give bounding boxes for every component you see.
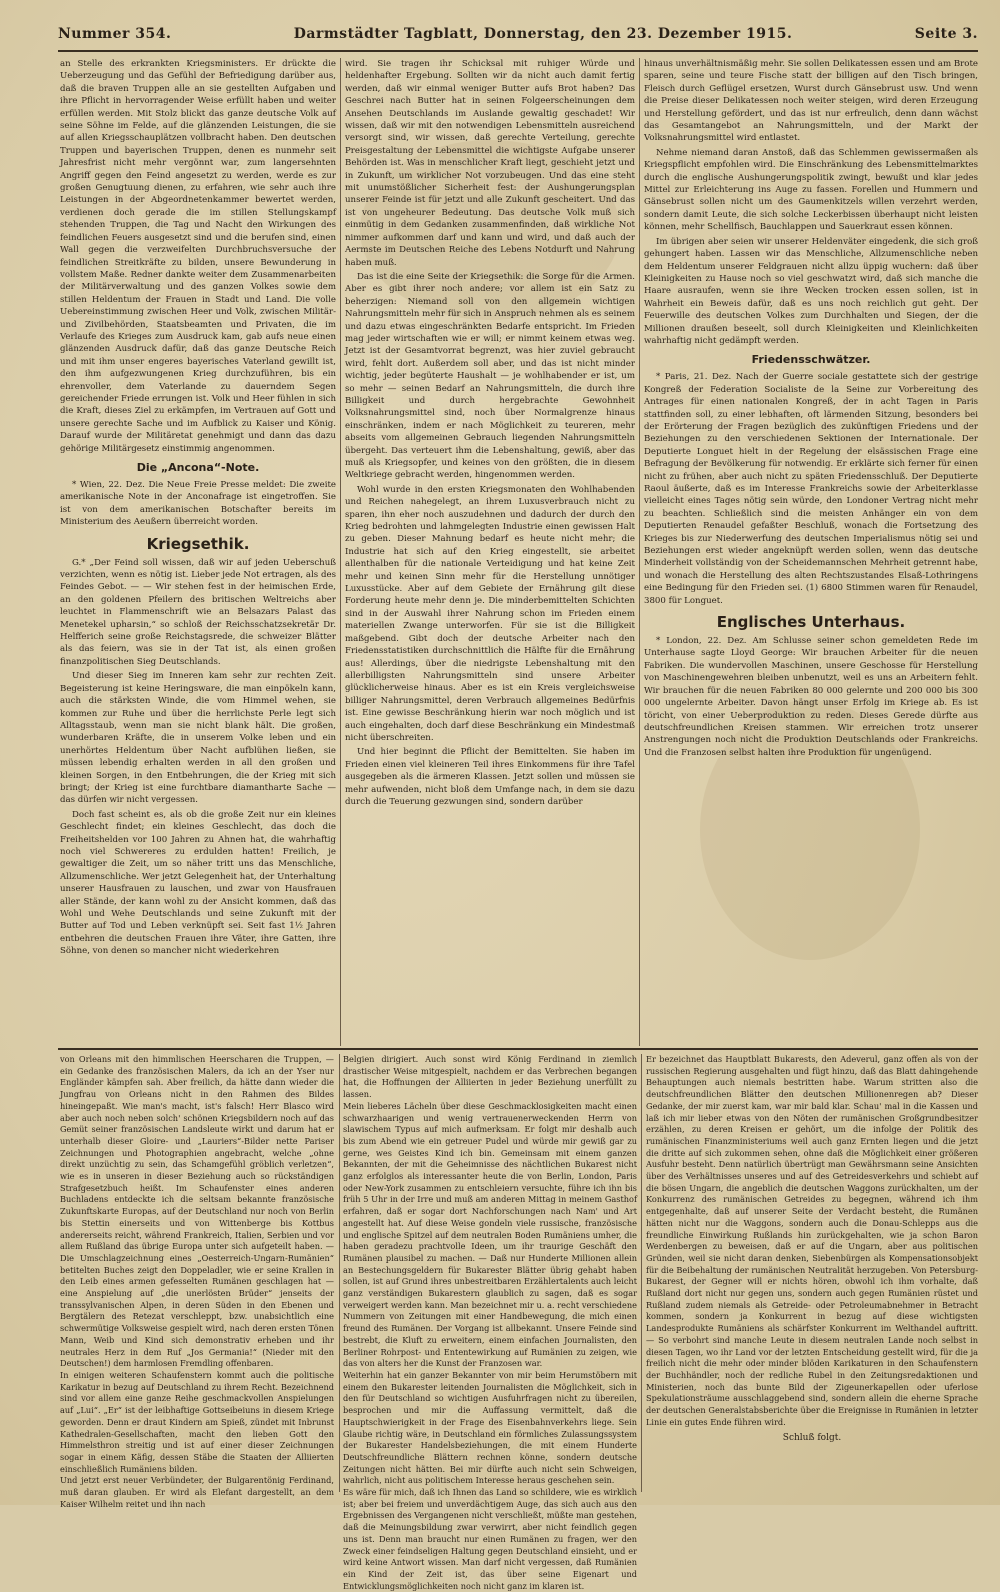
article-text: Wohl wurde in den ersten Kriegsmonaten den Wohlhabenden und Reichen nahegelegt, an ihrem Luxusverbrauch nicht zu sparen, ihn eher noch auszudehnen und dadurch der durch den Krieg bedrohten und lahmgelegten Industrie einen gewissen Halt zu geben. Dieser Mahnung bedarf es heute nicht mehr; die Industrie hat sich auf den Krieg eingestellt, sie arbeitet allenthalben für die nationale Verteidigung und hat keine Zeit mehr und keinen Sinn mehr für die Herstellung unnötiger Luxusstücke. Aber auf dem Gebiete der Ernährung gilt diese Forderung heute mehr denn je. Die minderbemittelten Schichten sind in der Auswahl ihrer Nahrung schon im Frieden einem materiellen Zwange unterworfen. Für sie ist die Billigkeit maßgebend. Gibt doch der deutsche Arbeiter nach den Friedensstatistiken durchschnittlich die Hälfte für die Ernährung aus! Allerdings, über die niedrigste Lebenshaltung mit den allerbilligsten Nahrungsmitteln sind unsere Arbeiter glücklicherweise hinaus. Aber es ist ein Kreis vergleichsweise billiger Nahrungsmittel, deren Verbrauch allgemeines Bedürfnis ist. Eine gewisse Beschränkung hierin war noch möglich und ist auch eingehalten, doch darf diese Beschränkung ein Mindestmaß nicht überschreiten. <box>345 484 635 743</box>
article-text: an Stelle des erkrankten Kriegsministers. Er drückte die Ueberzeugung und das Gefühl der Befriedigung darüber aus, daß die braven Truppen alle an sie gestellten Aufgaben und ihre Pflicht in hervorragender Weise erfüllt haben und weiter erfüllen werden. Mit Stolz blickt das ganze deutsche Volk auf seine Söhne im Felde, auf die glänzenden Leistungen, die sie auf allen Kriegsschauplätzen vollbracht haben. Den deutschen Truppen und bayerischen Truppen, denen es nunmehr seit Jahresfrist nicht mehr vergönnt war, zum langersehnten Angriff gegen den Feind angesetzt zu werden, werde es zur großen Genugtuung dienen, zu erfahren, wie sehr auch ihre Leistungen in der Abgeordnetenkammer bewertet werden, verdienen doch gerade die im stillen Stellungskampf stehenden Truppen, die Tag und Nacht den Wirkungen des feindlichen Feuers ausgesetzt sind und die berufen sind, einen Wall gegen die verzweifelten Durchbruchsversuche der feindlichen Streitkräfte zu bilden, unsere Bewunderung in vollstem Maße. Redner dankte weiter dem Zusammenarbeiten der Militärverwaltung und des ganzen Volkes sowie dem stillen Heldentum der Frauen in Stadt und Land. Die volle Uebereinstimmung zwischen Heer und Volk, zwischen Militär- und Zivilbehörden, Staatsbeamten und Privaten, die im Verlaufe des Krieges zum Ausdruck kam, gab aufs neue einen glänzenden Ausdruck dafür, daß das ganze Deutsche Reich und mit ihm unser engeres bayerisches Vaterland gewillt ist, den ihm aufgezwungenen Krieg durchzuführen, bis ein ehrenvoller, dem Vaterlande zu dauerndem Segen gereichender Friede errungen ist. Volk und Heer fühlen in sich die Kraft, dieses Ziel zu erkämpfen, im Vertrauen auf Gott und unsere gerechte Sache und im Aufblick zu Kaiser und König. Darauf wurde der Militäretat genehmigt und dann das dazu gehörige Militärgesetz einstimmig angenommen. <box>60 59 336 454</box>
feuilleton-text: Er bezeichnet das Hauptblatt Bukarests, den Adeverul, ganz offen als von der russischen Regierung ausgehalten und fügt hinzu, daß das Blatt dahingehende Behauptungen auch niemals bestritten habe. Warum stritten also die deutschfreundlichen Blätter den deutschen Millionenregen ab? Dieser Gedanke, der mir zuerst kam, war mir bald klar. Schau' mal in die Kassen und laß ich mir lieber etwas von den Nöten der rumänischen Großgrundbesitzer erzählen, zu deren Kreisen er gehört, um die infolge der Politik des rumänischen Finanzministeriums weil auch ganz Ernten liegen und die jetzt die dritte auf sich zukommen sehen, ohne daß die Möglichkeit einer größeren Ausfuhr besteht. Denn natürlich übertrügt man Gewährsmann seine Ansichten über des Verhältnisses unseres und auf des Getreidesverkehrs und schiebt auf die bösen Ungarn, die angeblich die deutschen Waggons zurückhalten, um der Konkurrenz des rumänischen Getreides zu begegnen, während ich ihm entgegenhalte, daß auf unserer Seite der Verdacht besteht, die Rumänen hätten nicht nur die Waggons, sondern auch die Donau-Schlepps aus die freundliche Einwirkung Rußlands hin zurückgehalten, wie ja schon Baron Werdenbergen zu beweisen, daß er auf die Ungarn, aber aus politischen Gründen, weil sie nicht daran denken, Siebenbürgen als Kompensationsobjekt für die Beibehaltung der rumänischen Neutralität herzugeben. Von Petersburg-Bukarest, der Gegner will er nichts hören, obwohl ich ihm vorhalte, daß Rußland dort nicht nur gegen uns, sondern auch gegen Rumänien rüstet und Rußland zudem niemals als Getreide- oder Petroleumabnehmer in Betracht kommen, sondern ja Konkurrent in bezug auf diese wichtigsten Landesprodukte Rumäniens als schärfster Konkurrent im Welthandel auftritt. — So verbohrt sind manche Leute in diesem neutralen Lande noch selbst in diesen Tagen, wo ihr Land vor der letzten Entscheidung gestellt wird, für die ja freilich nicht die mehr oder minder blöden Karikaturen in den Schaufenstern der Buchhändler, noch der redliche Rubel in den Zeitungsredaktionen und Ministerien, noch das bunte Bild der Zigeunerkapellen oder uferlose Spekulationsträume ausschlaggebend sind, sondern allein die eherne Sprache der deutschen Generalstabsberichte über die Ereignisse in Rumänien in letzter Linie ein gutes Ende führen wird. <box>646 1054 978 1427</box>
headline-friedensschwaetzer: Friedensschwätzer. <box>751 353 871 367</box>
column-rule <box>340 58 341 1046</box>
article-text: Und dieser Sieg im Inneren kam sehr zur rechten Zeit. Begeisterung ist keine Heringsware, die man einpökeln kann, auch die stärksten Winde, die vom Himmel wehen, sie kommen zur Ruhe und über die herrlichste Perle legt sich Alltagsstaub, wenn man sie nicht blank hält. Die großen, wunderbaren Kräfte, die in unserem Volke leben und ein unerhörtes Heldentum über Nacht aufblühen ließen, sie müssen lebendig erhalten werden in all den großen und kleinen Sorgen, in den Entbehrungen, die der Krieg mit sich bringt; der Krieg ist eine furchtbare diamantharte Sache — das dürfen wir nicht vergessen. <box>60 671 336 806</box>
article-text: * London, 22. Dez. Am Schlusse seiner schon gemeldeten Rede im Unterhause sagte Lloyd George: Wir brauchen Arbeiter für die neuen Fabriken. Die wundervollen Maschinen, unsere Geschosse für Herstellung von Maschinengewehren bleiben unbenutzt, weil es uns an Arbeitern fehlt. Wir brauchen für die neuen Fabriken 80 000 gelernte und 200 000 bis 300 000 ungelernte Arbeiter. Davon hängt unser Erfolg im Kriege ab. Es ist töricht, von einer Ueberproduktion zu reden. Dieses Gerede dürfte aus deutschfreundlichen Kreisen stammen. Wir erreichen trotz unserer Anstrengungen noch nicht die Produktion Deutschlands oder Frankreichs. Und die Franzosen selbst halten ihre Produktion für ungenügend. <box>644 636 978 758</box>
feuilleton-rule <box>58 1048 978 1050</box>
column-1 <box>60 58 336 1048</box>
feuilleton-column-1 <box>60 1054 334 1509</box>
page-number: Seite 3. <box>914 26 978 42</box>
article-text: Nehme niemand daran Anstoß, daß das Schlemmen gewissermaßen als Kriegspflicht empfohlen wird. Die Einschränkung des Lebensmittelmarktes durch die englische Aushungerungspolitik zwingt, bewußt und klar jedes Mittel zur Erleichterung ins Auge zu fassen. Forellen und Hummern und Gänsebrust sollen nicht um des Gaumenkitzels willen verzehrt werden, sondern damit Leute, die sich solche Leckerbissen überhaupt nicht leisten können, mehr Schellfisch, Bauchlappen und Sauerkraut essen können. <box>644 147 978 233</box>
article-text: * Paris, 21. Dez. Nach der Guerre sociale gestattete sich der gestrige Kongreß der Federation Socialiste de la Seine zur Vorbereitung des Antrages für einen nationalen Kongreß, der in acht Tagen in Paris stattfinden soll, zu einer lebhaften, oft lärmenden Sitzung, besonders bei der Erörterung der Fragen bezüglich des zukünftigen Friedens und der Beziehungen zu den verschiedenen Sektionen der Internationale. Der Deputierte Longuet hielt in der Regelung der elsässischen Frage eine Befragung der Bevölkerung für notwendig. Er erklärte sich ferner für einen nicht zu frühen, aber auch nicht zu späten Friedensschluß. Der Deputierte Raoul äußerte, daß es im Interesse Frankreichs sowie der Arbeiterklasse vielleicht eines Tages nötig sein würde, den Londoner Vertrag nicht mehr zu beachten. Schließlich sind die meisten Anhänger ein von dem Deputierten Renaudel gefaßter Beschluß, wonach die Fortsetzung des Krieges bis zur Niederwerfung des deutschen Imperialismus nötig sei und Beziehungen erst wieder angeknüpft werden sollen, wenn das deutsche Minderheit vollständig von der Scheidemannschen Mehrheit getrennt habe, und wonach die Herstellung des alten Rechtszustandes Elsaß-Lothringens eine Bedingung für den Frieden sei. (1) 6800 Stimmen waren für Renaudel, 3800 für Longuet. <box>644 372 978 606</box>
article-text: wird. Sie tragen ihr Schicksal mit ruhiger Würde und heldenhafter Ergebung. Sollten wir da nicht auch damit fertig werden, daß wir einmal weniger Butter aufs Brot haben? Das Geschrei nach Butter hat in seinen Folgeerscheinungen dem Ansehen Deutschlands im Auslande gewaltig geschadet! Wir wissen, daß wir mit den notwendigen Lebensmitteln ausreichend versorgt sind, wir wissen, daß gerechte Verteilung, gerechte Preisgestaltung der Lebensmittel die wichtigste Aufgabe unserer Behörden ist. Was in menschlicher Kraft liegt, geschieht jetzt und in Zukunft, um wirklicher Not vorzubeugen. Und das eine steht mit unumstößlicher Sicherheit fest: der Aushungerungsplan unserer Feinde ist für jetzt und alle Zukunft gescheitert. Und das ist von ungeheurer Bedeutung. Das deutsche Volk muß sich einmütig in dem Gedanken zusammenfinden, daß wirkliche Not nimmer aufkommen darf und kann und wird, und daß auch der Aermste im Deutschen Reiche des Lebens Notdurft und Nahrung haben muß. <box>345 59 635 268</box>
headline-unterhaus: Englisches Unterhaus. <box>716 613 906 632</box>
feuilleton-text: Belgien dirigiert. Auch sonst wird König Ferdinand in ziemlich drastischer Weise mitgespielt, nachdem er das Verbrechen begangen hat, die Hoffnungen der Alliierten in jeder Beziehung unerfüllt zu lassen. Mein lieberes Lächeln über diese Geschmacklosigkeiten macht einen schwarzhaarigen und wenig vertrauenerweckenden Herrn von slawischem Typus auf mich aufmerksam. Er folgt mir deshalb auch bis zum Abend wie ein getreuer Pudel und würde mir gewiß gar zu gerne, wes Geistes Kind ich bin. Gemeinsam mit einem ganzen Bekannten, der mit die Geheimnisse des nächtlichen Bukarest nicht ganz erfolglos als interessanter heute die von Berlin, London, Paris oder New-York zusammen zu entschleiern versuchte, führe ich ihn bis früh 5 Uhr in der Irre und muß am anderen Mittag in meinem Gasthof erfahren, daß er sogar dort Nachforschungen nach Nam' und Art angestellt hat. Auf diese Weise gondeln viele russische, französische und englische Spitzel auf dem neutralen Boden Rumäniens umher, die haben geradezu prachtvolle Ideen, um ihr traurige Geschäft den Rumänen plausibel zu machen. — Daß nur Hunderte Millionen allein an Bestechungsgeldern für Bukarester Blätter übrig gehabt haben sollen, ist auf Grund ihres unbestreitbaren Erzählertalents auch leicht ganz verständigen Bukarestern glaublich zu sagen, daß es sogar verweigert werden kann. Man bezeichnet mir u. a. recht verschiedene Nummern von Zeitungen mit einer Handbewegung, die mich einen freund des Rumänen. Der Vorgang ist allbekannt. Unsere Feinde sind bestrebt, die Kluft zu erweitern, einem einfachen Journalisten, den Berliner Rohrpost- und Ententewirkung auf Rumänien zu zeigen, wie das von alters her die Kunst der Franzosen war. Weiterhin hat ein ganzer Bekannter von mir beim Herumstöbern mit einem den Bukarester leitenden Journalisten die Möglichkeit, sich in den für Deutschland so wichtigen Ausfuhrfragen nicht zu übereilen, besprochen und mir die Auffassung vermittelt, daß die Hauptschwierigkeit in der Frage des Eisenbahnverkehrs liege. Sein Glaube richtig wäre, in Deutschland ein förmliches Zulassungssystem der Bukarester Handelsbeziehungen, die mit einem Hunderte Deutschfreundliche Blättern rechnen könne, sondern deutsche Zeitungen nicht hätten. Bei mir dürfte auch nicht sein Schweigen, wahrlich, nicht aus politischem Interesse heraus geschehen sein. Es wäre für mich, daß ich Ihnen das Land so schildere, wie es wirklich ist; aber bei freiem und unverdächtigem Auge, das sich auch aus den Ergebnissen des Vergangenen nicht verschließt, müßte man gestehen, daß die Meinungsbildung zwar verwirrt, aber nicht feindlich gegen uns ist. Denn man braucht nur einen Rumänen zu fragen, wer den Zweck einer feindseligen Haltung gegen Deutschland einsieht, und er wird keine Antwort wissen. Man darf nicht vergessen, daß Rumänien ein Kind der Zeit ist, das über seine Eigenart und Entwicklungsmöglichkeiten noch nicht ganz im klaren ist. <box>343 1054 637 1591</box>
column-3 <box>644 58 978 1048</box>
column-rule <box>641 1054 642 1492</box>
end-mark: Schluß folgt. <box>782 1432 842 1443</box>
headline-ancona: Die „Ancona“-Note. <box>136 461 260 474</box>
article-text: * Wien, 22. Dez. Die Neue Freie Presse meldet: Die zweite amerikanische Note in der Anconafrage ist eingetroffen. Sie ist von dem amerikanischen Botschafter bereits im Ministerium des Aeußern überreicht worden. <box>60 480 336 528</box>
article-text: G.* „Der Feind soll wissen, daß wir auf jeden Ueberschuß verzichten, wenn es nötig ist. Lieber jede Not ertragen, als des Feindes Gebot. — — Wir stehen fest in der heimischen Erde, an den goldenen Pfeilern des britischen Weltreichs aber leuchtet in Flammenschrift wie an Belsazars Palast das Menetekel upharsin,“ so schloß der Reichsschatzsekretär Dr. Helfferich seine große Reichstagsrede, die schweizer Blätter als das feiern, was sie in der Tat ist, als einen großen finanzpolitischen Sieg Deutschlands. <box>60 557 336 667</box>
headline-kriegsethik: Kriegsethik. <box>146 534 250 553</box>
article-text: Und hier beginnt die Pflicht der Bemittelten. Sie haben im Frieden einen viel kleineren Teil ihres Einkommens für ihre Tafel ausgegeben als die ärmeren Klassen. Jetzt sollen und müssen sie mehr aufwenden, nicht bloß dem Umfange nach, in dem sie dazu durch die Teuerung gezwungen sind, sondern darüber <box>345 747 635 807</box>
article-text: Das ist die eine Seite der Kriegsethik: die Sorge für die Armen. Aber es gibt ihrer noch andere; vor allem ist ein Satz zu beherzigen: Niemand soll von den allgemein wichtigen Nahrungsmitteln mehr für sich in Anspruch nehmen als es seinem und dazu etwas eingeschränkten Bedarfe entspricht. Im Frieden mag jeder wirtschaften wie er will; er nimmt keinem etwas weg. Jetzt ist der Gesamtvorrat begrenzt, was hier zuviel gebraucht wird, fehlt dort. Außerdem soll aber, und das ist nicht minder wichtig, jeder begüterte Haushalt — je wohlhabender er ist, um so mehr — seinen Bedarf an Nahrungsmitteln, die durch ihre Billigkeit und durch hergebrachte Gewohnheit Volksnahrungsmittel sind, noch über Normalgrenze hinaus einschränken, indem er nach Möglichkeit zu teureren, mehr abseits vom allgemeinen Gebrauch liegenden Nahrungsmitteln übergeht. Das verteuert ihm die Lebenshaltung, gewiß, aber das muß als Kriegsopfer, und keines von den größten, die in diesem Weltkriege gebracht werden, hingenommen werden. <box>345 271 635 481</box>
article-text: hinaus unverhältnismäßig mehr. Sie sollen Delikatessen essen und am Brote sparen, seine und teure Fische statt der billigen auf den Tisch bringen, Fleisch durch Geflügel ersetzen, Wurst durch Gänsebrust usw. Und wenn die Preise dieser Delikatessen noch weiter steigen, wird deren Erzeugung und Herstellung gefördert, und das ist nur erfreulich, denn dann wächst das Gesamtangebot an Nahrungsmitteln, und der Markt der Volksnahrungsmittel wird entlastet. <box>644 59 978 144</box>
feuilleton-column-3 <box>646 1054 978 1494</box>
header-rule <box>58 50 978 52</box>
column-rule <box>639 58 640 1046</box>
column-2 <box>345 58 635 1048</box>
feuilleton-text: von Orleans mit den himmlischen Heerscharen die Truppen, — ein Gedanke des französischen Malers, da ich an der Yser nur Engländer kämpfen sah. Aber freilich, da hätte dann wieder die Jungfrau von Orleans nicht in den Rahmen des Bildes hineingepaßt. Wie man's macht, ist's falsch! Herr Blasco wird aber auch noch neben solch' schönen Kriegsbildern noch auf das Gemüt seiner französischen Landsleute wirkt und darum hat er unterhalb dieser Gloire- und „Lauriers“-Bilder nette Pariser Zeichnungen und Photographien angebracht, welche „ohne direkt unzüchtig zu sein, das Schamgefühl gröblich verletzen“, wie es in unseren in dieser Beziehung auch so rückständigen Strafgesetzbuch heißt. Im Schaufenster eines anderen Buchladens entdeckte ich die seltsam bekannte französische Zukunftskarte Europas, auf der Deutschland nur noch von Berlin bis Stettin einerseits und von Wittenberge bis Kottbus andererseits reicht, während Frankreich, Italien, Serbien und vor allem Rußland das übrige Europa unter sich aufgeteilt haben. — Die Umschlagzeichnung eines „Oesterreich-Ungarn-Rumänien“ betitelten Buches zeigt den Doppeladler, wie er seine Krallen in den Leib eines armen gefesselten Rumänen geschlagen hat — eine Anspielung auf „die unerlösten Brüder“ jenseits der transsylvanischen Alpen, in deren Süden in den Ebenen und Bergtälern des Retezat verschleppt, bzw. unabsichtlich eine schwermütige Volksweise gespielt wird, nach deren ersten Tönen Mann, Weib und Kind sich demonstrativ erheben und ihr neutrales Herz in dem Ruf „Jos Germania!“ (Nieder mit den Deutschen!) dem harmlosen Fremdling offenbaren. In einigen weiteren Schaufenstern kommt auch die politische Karikatur in bezug auf Deutschland zu ihrem Recht. Bezeichnend sind vor allem eine ganze Reihe geschmackvollen Anspielungen auf „Lui“. „Er“ ist der leibhaftige Gottseibeiuns in diesem Kriege geworden. Denn er draut Kindern am Spieß, zündet mit Inbrunst Kathedralen-Gesellschaften, macht den lieben Gott den Himmelsthron streitig und ist auf einer dieser Zeichnungen sogar in einem Käfig, dessen Stäbe die Staaten der Alliierten einschließlich Rumäniens bilden. Und jetzt erst neuer Verbündeter, der Bulgarentönig Ferdinand, muß daran glauben. Er wird als Elefant dargestellt, an dem Kaiser Wilhelm reitet und ihn nach <box>60 1054 334 1509</box>
page-header <box>58 26 978 46</box>
article-text: Doch fast scheint es, als ob die große Zeit nur ein kleines Geschlecht findet; ein kleines Geschlecht, das doch die Freiheitshelden vor 100 Jahren zu Ahnen hat, die wahrhaftig noch viel Schwereres zu erdulden hatten! Freilich, je gewaltiger die Zeit, um so näher tritt uns das Menschliche, Allzumenschliche. Wer jetzt Gelegenheit hat, der Unterhaltung unserer Hausfrauen zu lauschen, und zwar von Hausfrauen aller Stände, der kann wohl zu der Ansicht kommen, daß das Wohl und Wehe Deutschlands und seine Zukunft mit der Butter auf Tod und Leben verknüpft sei. Seit fast 1½ Jahren entbehren die deutschen Frauen ihre Väter, ihre Gatten, ihre Söhne, von denen so mancher nicht wiederkehren <box>60 809 336 957</box>
masthead: Darmstädter Tagblatt, Donnerstag, den 23. Dezember 1915. <box>293 26 793 42</box>
column-rule <box>339 1054 340 1492</box>
issue-number: Nummer 354. <box>58 26 172 42</box>
article-text: Im übrigen aber seien wir unserer Heldenväter eingedenk, die sich groß gehungert haben. Lassen wir das Menschliche, Allzumenschliche neben dem Heldentum unserer Feldgrauen nicht allzu üppig wuchern: daß über Kleinigkeiten zu Hause noch so viel geschwatzt wird, daß sich manche die Haare ausraufen, wenn sie ihre Wecken trocken essen sollen, ist in Wahrheit ein Beweis dafür, daß es uns noch reichlich gut geht. Der Feuerwille des deutschen Volkes zum Durchhalten und Siegen, der die Millionen draußen beseelt, soll durch Kleinigkeiten und Kleinlichkeiten wahrhaftig nicht gedämpft werden. <box>644 236 978 346</box>
feuilleton-column-2 <box>343 1054 637 1591</box>
